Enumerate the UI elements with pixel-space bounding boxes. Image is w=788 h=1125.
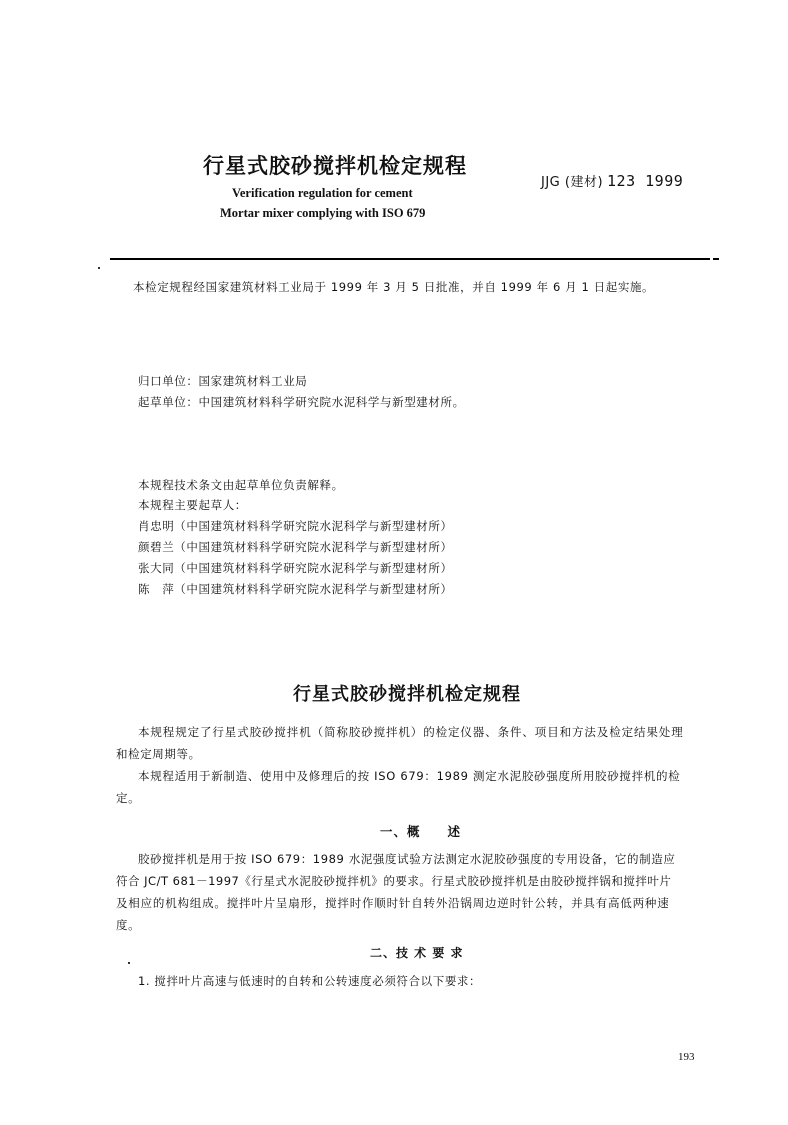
header-divider <box>110 258 710 260</box>
standard-code-number: 123 1999 <box>607 172 684 190</box>
section-heading-overview: 一、概 述 <box>380 824 462 839</box>
scan-speck <box>98 267 100 269</box>
standard-code-prefix: JJG (建材) <box>541 175 604 190</box>
document-title-en-line2: Mortar mixer complying with ISO 679 <box>220 206 426 220</box>
intro-paragraph-line: 本规程规定了行星式胶砂搅拌机（简称胶砂搅拌机）的检定仪器、条件、项目和方法及检定结果处理 <box>138 725 684 739</box>
scan-speck <box>128 962 130 964</box>
drafter-item: 张大同（中国建筑材料科学研究院水泥科学与新型建材所） <box>138 561 453 575</box>
drafting-unit: 起草单位：中国建筑材料科学研究院水泥科学与新型建材所。 <box>138 395 465 409</box>
overview-paragraph-line: 胶砂搅拌机是用于按 ISO 679：1989 水泥强度试验方法测定水泥胶砂强度的专用设备，它的制造应 <box>138 852 676 866</box>
drafter-item: 肖忠明（中国建筑材料科学研究院水泥科学与新型建材所） <box>138 519 453 533</box>
drafters-label: 本规程主要起草人： <box>138 498 247 512</box>
page-number: 193 <box>678 1051 695 1063</box>
requirement-item: 1. 搅拌叶片高速与低速时的自转和公转速度必须符合以下要求： <box>138 974 482 988</box>
header-divider-tail <box>713 258 719 260</box>
standard-code <box>541 171 683 190</box>
drafter-item: 颜碧兰（中国建筑材料科学研究院水泥科学与新型建材所） <box>138 540 453 554</box>
overview-paragraph-line: 符合 JC/T 681－1997《行星式水泥胶砂搅拌机》的要求。行星式胶砂搅拌机是由胶砂搅拌锅和搅拌叶片 <box>116 874 672 888</box>
section-heading-technical-requirements: 二、技 术 要 求 <box>370 946 464 960</box>
document-title-en-line1: Verification regulation for cement <box>232 186 413 200</box>
drafter-item: 陈 萍（中国建筑材料科学研究院水泥科学与新型建材所） <box>138 582 453 596</box>
overview-paragraph-line: 及相应的机构组成。搅拌叶片呈扇形，搅拌时作顺时针自转外沿锅周边逆时针公转，并具有高低两种速 <box>116 896 670 910</box>
approval-statement: 本检定规程经国家建筑材料工业局于 1999 年 3 月 5 日批准，并自 1999 年 6 月 1 日起实施。 <box>133 280 655 294</box>
interpretation-note: 本规程技术条文由起草单位负责解释。 <box>138 478 344 492</box>
document-title-cn: 行星式胶砂搅拌机检定规程 <box>203 154 467 178</box>
intro-paragraph-line: 本规程适用于新制造、使用中及修理后的按 ISO 679：1989 测定水泥胶砂强度所用胶砂搅拌机的检 <box>138 769 681 783</box>
intro-paragraph-line: 定。 <box>116 791 141 805</box>
responsible-unit: 归口单位：国家建筑材料工业局 <box>138 374 308 388</box>
main-title: 行星式胶砂搅拌机检定规程 <box>293 684 521 705</box>
overview-paragraph-line: 度。 <box>116 918 141 932</box>
intro-paragraph-line: 和检定周期等。 <box>116 747 201 761</box>
